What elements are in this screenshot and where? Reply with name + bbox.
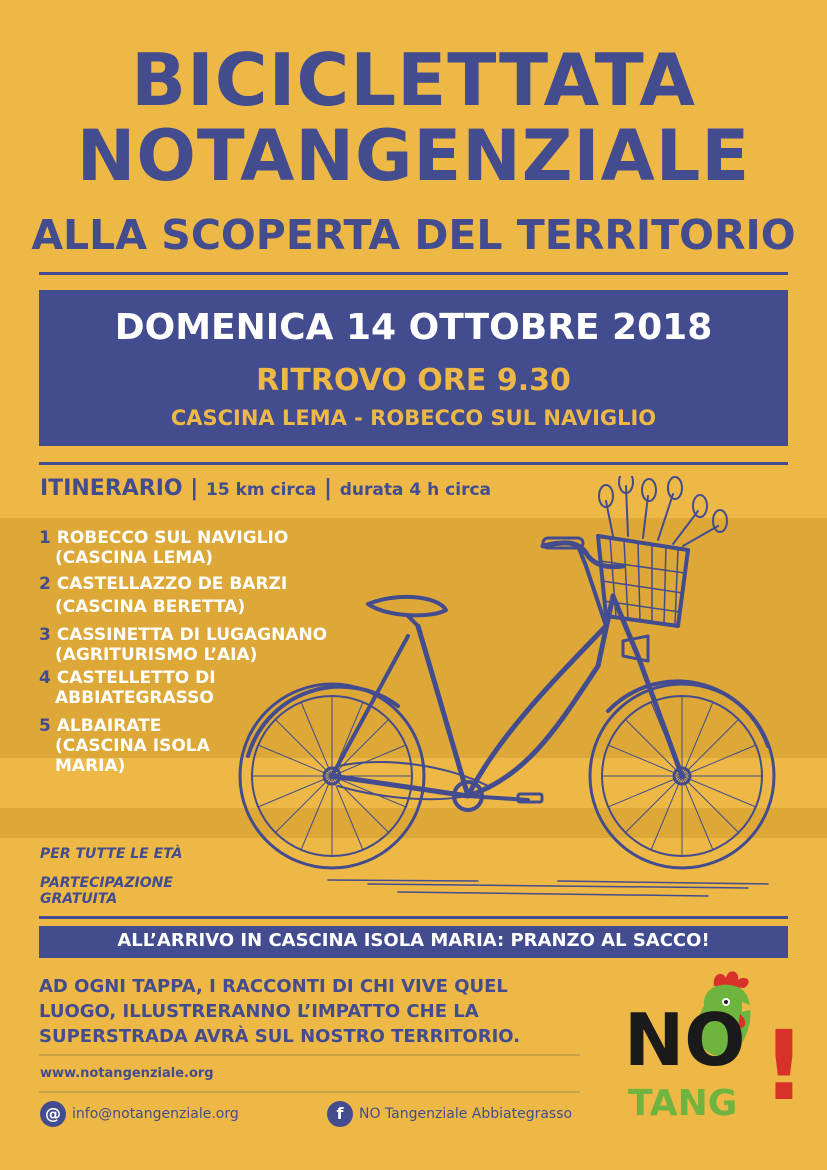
email-text: info@notangenziale.org (72, 1106, 239, 1122)
list-item (39, 668, 216, 708)
divider-footer-1 (39, 1054, 580, 1056)
logo-tang: TANG (628, 1083, 738, 1124)
bicycle-illustration (228, 476, 788, 916)
stop-detail: MARIA) (55, 756, 126, 776)
email-contact[interactable] (40, 1101, 239, 1127)
ages-note: PER TUTTE LE ETÀ (40, 846, 183, 862)
stop-number: 5 (39, 716, 51, 736)
divider-itinerary (39, 462, 788, 465)
date-box (39, 290, 788, 446)
stop-detail: (AGRITURISMO L’AIA) (55, 645, 258, 665)
description-line: LUOGO, ILLUSTRERANNO L’IMPATTO CHE LA (39, 1001, 479, 1022)
arrival-text: ALL’ARRIVO IN CASCINA ISOLA MARIA: PRANZO AL SACCO! (117, 930, 710, 951)
subtitle: ALLA SCOPERTA DEL TERRITORIO (31, 211, 796, 259)
itinerary-duration: durata 4 h circa (339, 480, 492, 500)
divider-footer-2 (39, 1091, 580, 1093)
event-date: DOMENICA 14 OTTOBRE 2018 (114, 307, 713, 348)
meeting-time: RITROVO ORE 9.30 (256, 363, 571, 398)
description-line: AD OGNI TAPPA, I RACCONTI DI CHI VIVE QUEL (39, 976, 508, 997)
meeting-place: CASCINA LEMA - ROBECCO SUL NAVIGLIO (170, 406, 657, 430)
notang-logo (614, 966, 806, 1136)
website-link[interactable]: www.notangenziale.org (40, 1066, 214, 1081)
facebook-text: NO Tangenziale Abbiategrasso (359, 1106, 573, 1122)
divider-top (39, 272, 788, 275)
stop-name: CASTELLAZZO DE BARZI (56, 574, 288, 594)
title-line-2: NOTANGENZIALE (76, 115, 751, 197)
logo-exclamation: ! (762, 1010, 806, 1122)
stop-name: CASSINETTA DI LUGAGNANO (56, 625, 328, 645)
list-item (39, 716, 210, 776)
facebook-contact[interactable] (327, 1101, 572, 1127)
free-note-line-2: GRATUITA (40, 891, 118, 907)
stop-detail: (CASCINA ISOLA (55, 736, 210, 756)
title-line-1: BICICLETTATA (131, 38, 696, 122)
free-note-line-1: PARTECIPAZIONE (40, 875, 173, 891)
stop-detail: ABBIATEGRASSO (55, 688, 214, 708)
itinerary-distance: 15 km circa (206, 480, 317, 500)
stop-number: 4 (39, 668, 51, 688)
description-line: SUPERSTRADA AVRÀ SUL NOSTRO TERRITORIO. (39, 1026, 521, 1047)
stop-number: 3 (39, 625, 51, 645)
itinerary-separator: | (324, 476, 333, 501)
stop-name: CASTELLETTO DI (56, 668, 216, 688)
stop-detail: (CASCINA LEMA) (55, 548, 214, 568)
divider-arrival (39, 916, 788, 919)
facebook-icon: f (327, 1101, 353, 1127)
stop-name: ALBAIRATE (56, 716, 162, 736)
arrival-banner (39, 926, 788, 958)
logo-no: NO (624, 998, 746, 1082)
itinerary-separator: | (190, 476, 199, 501)
stop-detail: (CASCINA BERETTA) (55, 597, 246, 617)
itinerary-label: ITINERARIO (40, 476, 183, 501)
stop-number: 2 (39, 574, 51, 594)
stop-number: 1 (39, 528, 51, 548)
at-sign-icon: @ (40, 1101, 66, 1127)
stop-name: ROBECCO SUL NAVIGLIO (56, 528, 289, 548)
description (39, 974, 599, 1049)
